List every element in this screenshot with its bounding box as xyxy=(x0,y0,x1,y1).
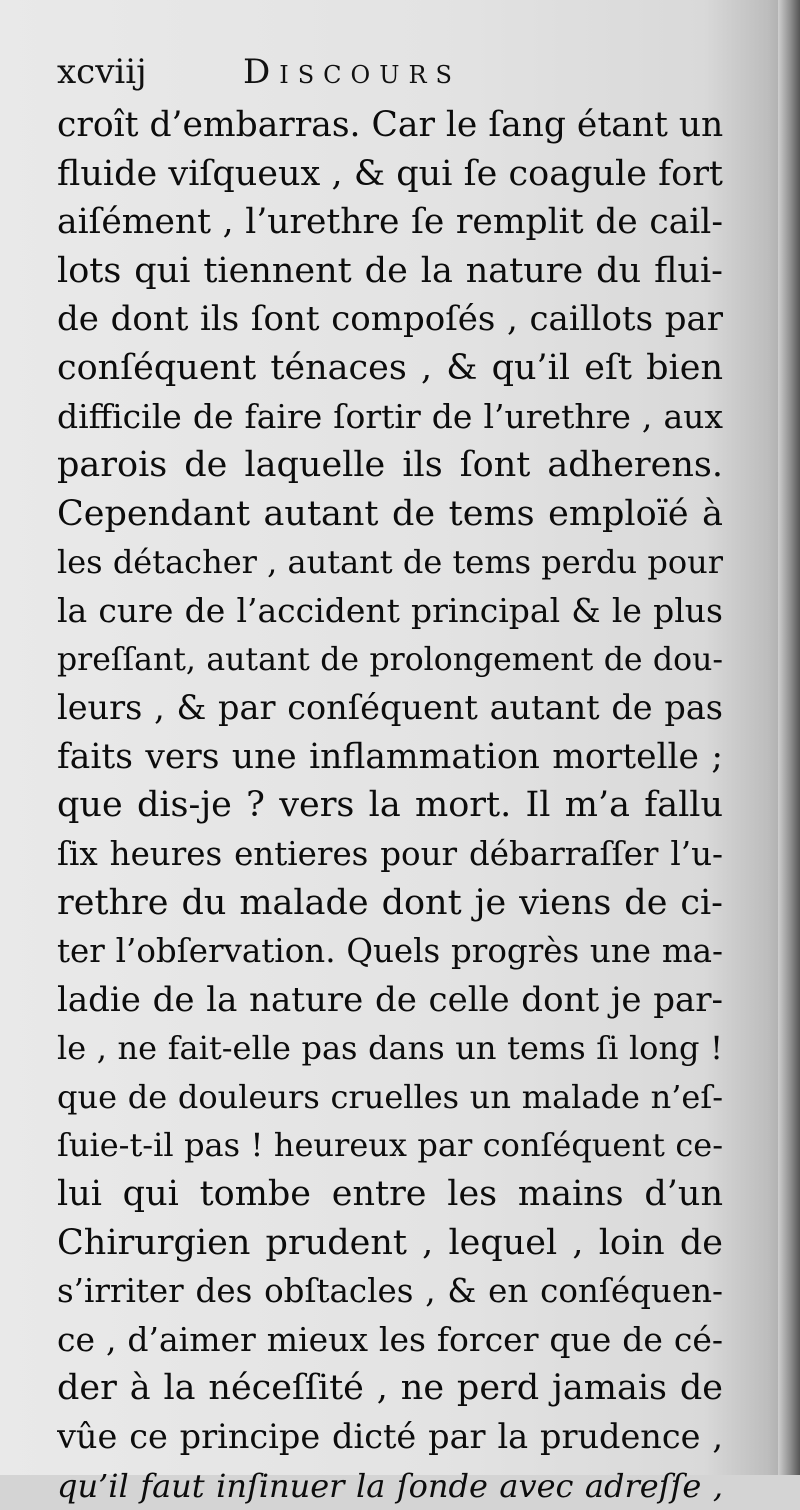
page-edge xyxy=(778,0,800,1475)
text-line: croît d’embarras. Car le ſang étant un xyxy=(57,105,723,145)
text-line: le , ne fait-elle pas dans un tems ſi long ! xyxy=(57,1029,723,1068)
text-line: aiſément , l’urethre ſe remplit de cail- xyxy=(57,202,723,243)
text-line: ſuie-t-il pas ! heureux par conſéquent ce- xyxy=(57,1126,723,1165)
text-line: leurs , & par conſéquent autant de pas xyxy=(57,688,723,728)
running-head: Discours xyxy=(243,52,461,92)
text-line: Chirurgien prudent , lequel , loin de xyxy=(57,1222,723,1263)
text-line: faits vers une inflammation mortelle ; xyxy=(57,736,723,777)
text-line: rethre du malade dont je viens de ci- xyxy=(57,882,723,923)
text-line: vûe ce principe dicté par la prudence , xyxy=(57,1417,723,1457)
text-line: fluide viſqueux , & qui ſe coagule fort xyxy=(57,153,723,194)
text-line: preſſant, autant de prolongement de dou- xyxy=(57,641,723,678)
text-line-italic: qu’il faut inſinuer la ſonde avec adreſſe , xyxy=(57,1466,723,1505)
text-line: ladie de la nature de celle dont je par- xyxy=(57,979,723,1020)
text-line: Cependant autant de tems emploïé à xyxy=(57,493,723,534)
text-line: lots qui tiennent de la nature du flui- xyxy=(57,250,723,291)
text-line: conſéquent ténaces , & qu’il eſt bien xyxy=(57,347,723,388)
text-line: que dis-je ? vers la mort. Il m’a fallu xyxy=(57,785,723,826)
body-text xyxy=(57,101,723,1510)
text-line: lui qui tombe entre les mains d’un xyxy=(57,1174,723,1215)
text-line: ter l’obſervation. Quels progrès une ma- xyxy=(57,932,723,971)
text-line: der à la néceſſité , ne perd jamais de xyxy=(57,1368,723,1409)
text-line: difficile de faire ſortir de l’urethre , aux xyxy=(57,396,723,436)
text-line: s’irriter des obſtacles , & en conſéquen- xyxy=(57,1272,723,1311)
page-header xyxy=(57,52,757,98)
folio-number: xcviij xyxy=(57,52,147,92)
text-line: la cure de l’accident principal & le plus xyxy=(57,590,723,630)
text-line: ce , d’aimer mieux les forcer que de cé- xyxy=(57,1319,723,1359)
text-line: les détacher , autant de tems perdu pour xyxy=(57,543,723,582)
text-line: ſix heures entieres pour débarraſſer l’u- xyxy=(57,834,723,873)
text-line: que de douleurs cruelles un malade n’eſ- xyxy=(57,1077,723,1116)
text-line: de dont ils ſont compoſés , caillots par xyxy=(57,299,723,340)
text-line: parois de laquelle ils ſont adherens. xyxy=(57,445,723,486)
